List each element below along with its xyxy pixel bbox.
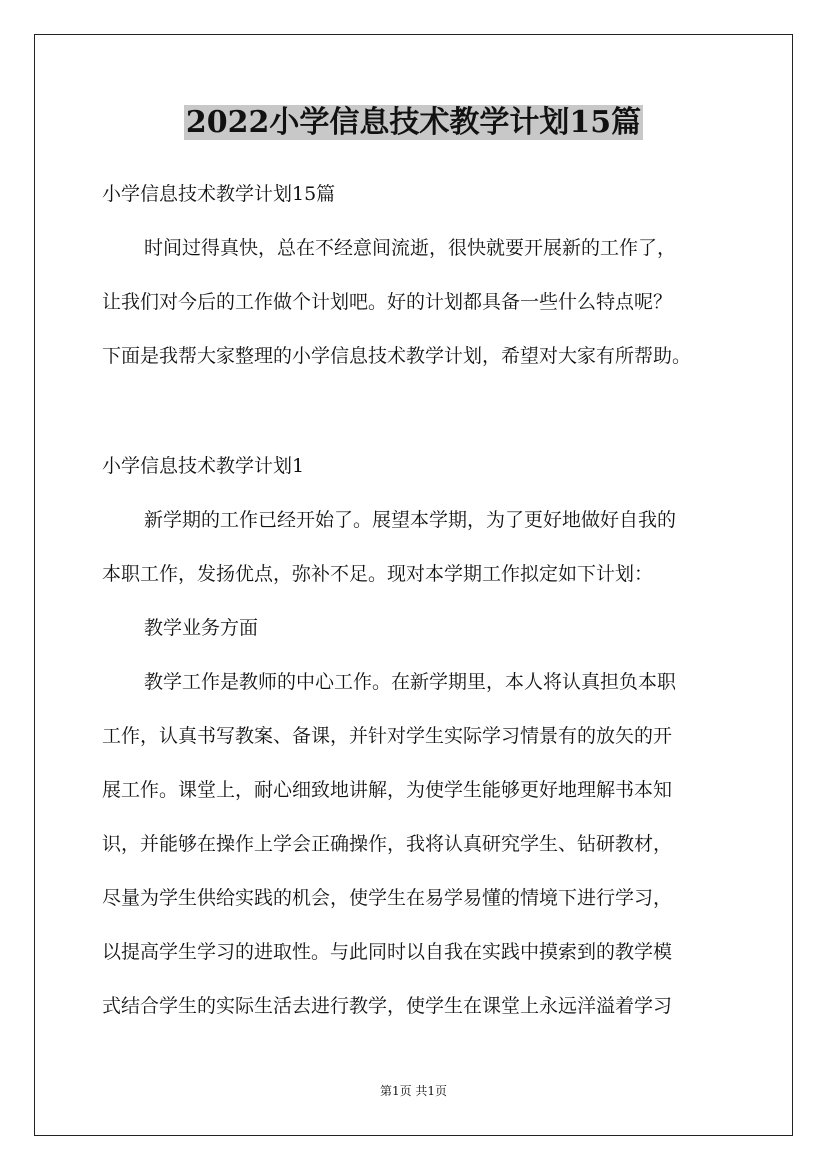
section-heading: 小学信息技术教学计划15篇 (102, 183, 336, 205)
paragraph-line: 识，并能够在操作上学会正确操作，我将认真研究学生、钻研教材， (102, 833, 673, 855)
document-title (0, 103, 827, 143)
paragraph-line: 教学工作是教师的中心工作。在新学期里，本人将认真担负本职 (144, 671, 677, 693)
document-title-text: 2022小学信息技术教学计划15篇 (185, 105, 642, 140)
section-heading: 小学信息技术教学计划1 (102, 455, 305, 477)
paragraph-line: 本职工作，发扬优点，弥补不足。现对本学期工作拟定如下计划： (102, 563, 654, 585)
paragraph-line: 让我们对今后的工作做个计划吧。好的计划都具备一些什么特点呢？ (102, 291, 673, 313)
paragraph-line: 下面是我帮大家整理的小学信息技术教学计划，希望对大家有所帮助。 (102, 345, 692, 367)
paragraph-line: 工作，认真书写教案、备课，并针对学生实际学习情景有的放矢的开 (102, 725, 673, 747)
paragraph-line: 展工作。课堂上，耐心细致地讲解，为使学生能够更好地理解书本知 (102, 779, 673, 801)
page-number-footer: 第1页 共1页 (379, 1084, 448, 1098)
paragraph-line: 式结合学生的实际生活去进行教学，使学生在课堂上永远洋溢着学习 (102, 995, 673, 1017)
paragraph-line: 尽量为学生供给实践的机会，使学生在易学易懂的情境下进行学习， (102, 887, 673, 909)
paragraph-line: 时间过得真快，总在不经意间流逝，很快就要开展新的工作了， (144, 237, 677, 259)
subheading: 教学业务方面 (144, 617, 259, 639)
paragraph-line: 以提高学生学习的进取性。与此同时以自我在实践中摸索到的教学模 (102, 941, 673, 963)
paragraph-line: 新学期的工作已经开始了。展望本学期，为了更好地做好自我的 (144, 509, 677, 531)
